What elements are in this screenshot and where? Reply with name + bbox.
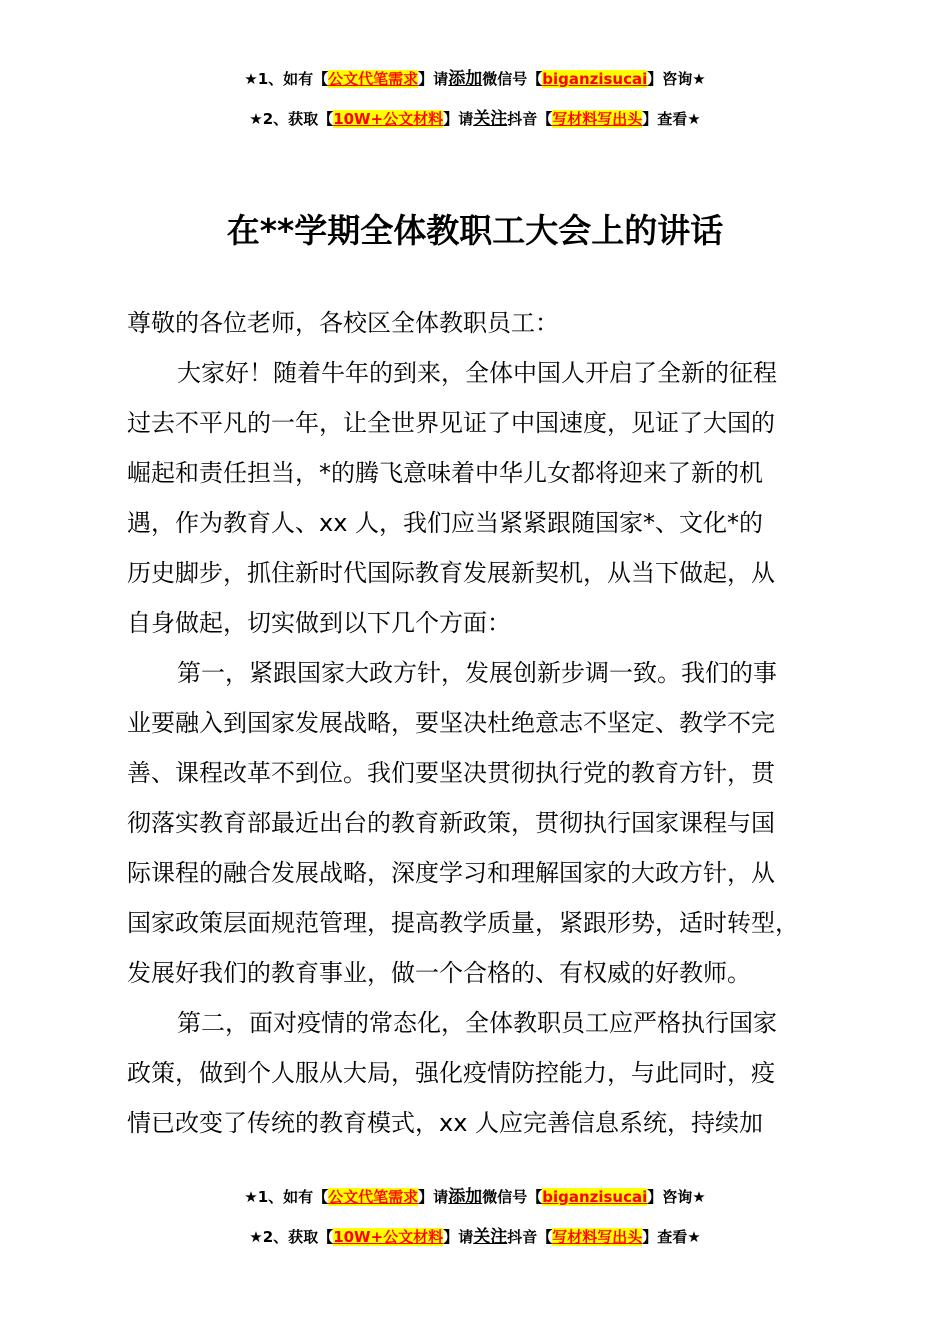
banner-text: ★1、如有【 (244, 1188, 329, 1206)
banner-text: 】咨询★ (647, 1188, 706, 1206)
banner-text: 】咨询★ (647, 70, 706, 88)
banner-highlight: biganzisucai (542, 70, 648, 88)
body-line: 第一，紧跟国家大政方针，发展创新步调一致。我们的事 (177, 659, 777, 687)
banner-highlight: 写材料写出头 (552, 1228, 643, 1246)
banner-text: 抖音【 (507, 110, 553, 128)
body-line: 过去不平凡的一年，让全世界见证了中国速度，见证了大国的 (127, 409, 775, 437)
banner-underline: 关注 (473, 1227, 508, 1247)
banner-line-2 (0, 1222, 950, 1252)
salutation-line: 尊敬的各位老师，各校区全体教职员工： (127, 309, 559, 337)
banner-highlight: 公文代笔需求 (328, 1188, 419, 1206)
body-line: 政策，做到个人服从大局，强化疫情防控能力，与此同时，疫 (127, 1059, 775, 1087)
banner-text: 】请 (443, 110, 474, 128)
body-line: 历史脚步，抓住新时代国际教育发展新契机，从当下做起，从 (127, 559, 775, 587)
body-line: 国家政策层面规范管理，提高教学质量，紧跟形势，适时转型， (127, 909, 799, 937)
body-line: 业要融入到国家发展战略，要坚决杜绝意志不坚定、教学不完 (127, 709, 775, 737)
banner-underline: 添加 (448, 1187, 483, 1207)
body-line: 彻落实教育部最近出台的教育新政策，贯彻执行国家课程与国 (127, 809, 775, 837)
banner-text: 】请 (418, 70, 449, 88)
banner-text: ★2、获取【 (249, 110, 334, 128)
body-line: 自身做起，切实做到以下几个方面： (127, 609, 511, 637)
body-line: 遇，作为教育人、xx 人，我们应当紧紧跟随国家*、文化*的 (127, 509, 764, 537)
banner-highlight: 10W+公文材料 (333, 1228, 444, 1246)
footer-banner (0, 1182, 950, 1262)
banner-text: 微信号【 (482, 1188, 543, 1206)
banner-underline: 添加 (448, 69, 483, 89)
banner-highlight: biganzisucai (542, 1188, 648, 1206)
body-line: 善、课程改革不到位。我们要坚决贯彻执行党的教育方针，贯 (127, 759, 775, 787)
banner-highlight: 写材料写出头 (552, 110, 643, 128)
document-title: 在**学期全体教职工大会上的讲话 (226, 211, 724, 250)
banner-line-2 (0, 104, 950, 134)
banner-line-1 (0, 64, 950, 94)
banner-text: ★1、如有【 (244, 70, 329, 88)
banner-text: 】请 (443, 1228, 474, 1246)
header-banner (0, 64, 950, 144)
body-line: 第二，面对疫情的常态化，全体教职员工应严格执行国家 (177, 1009, 777, 1037)
body-line: 发展好我们的教育事业，做一个合格的、有权威的好教师。 (127, 959, 751, 987)
banner-line-1 (0, 1182, 950, 1212)
body-line: 崛起和责任担当，*的腾飞意味着中华儿女都将迎来了新的机 (127, 459, 763, 487)
banner-text: 】查看★ (642, 110, 701, 128)
banner-text: 微信号【 (482, 70, 543, 88)
banner-text: ★2、获取【 (249, 1228, 334, 1246)
body-line: 情已改变了传统的教育模式，xx 人应完善信息系统，持续加 (127, 1109, 764, 1137)
banner-highlight: 公文代笔需求 (328, 70, 419, 88)
banner-text: 】请 (418, 1188, 449, 1206)
body-line: 大家好！随着牛年的到来，全体中国人开启了全新的征程 (177, 359, 777, 387)
banner-text: 】查看★ (642, 1228, 701, 1246)
document-body (127, 298, 827, 1148)
body-line: 际课程的融合发展战略，深度学习和理解国家的大政方针，从 (127, 859, 775, 887)
banner-underline: 关注 (473, 109, 508, 129)
banner-highlight: 10W+公文材料 (333, 110, 444, 128)
banner-text: 抖音【 (507, 1228, 553, 1246)
